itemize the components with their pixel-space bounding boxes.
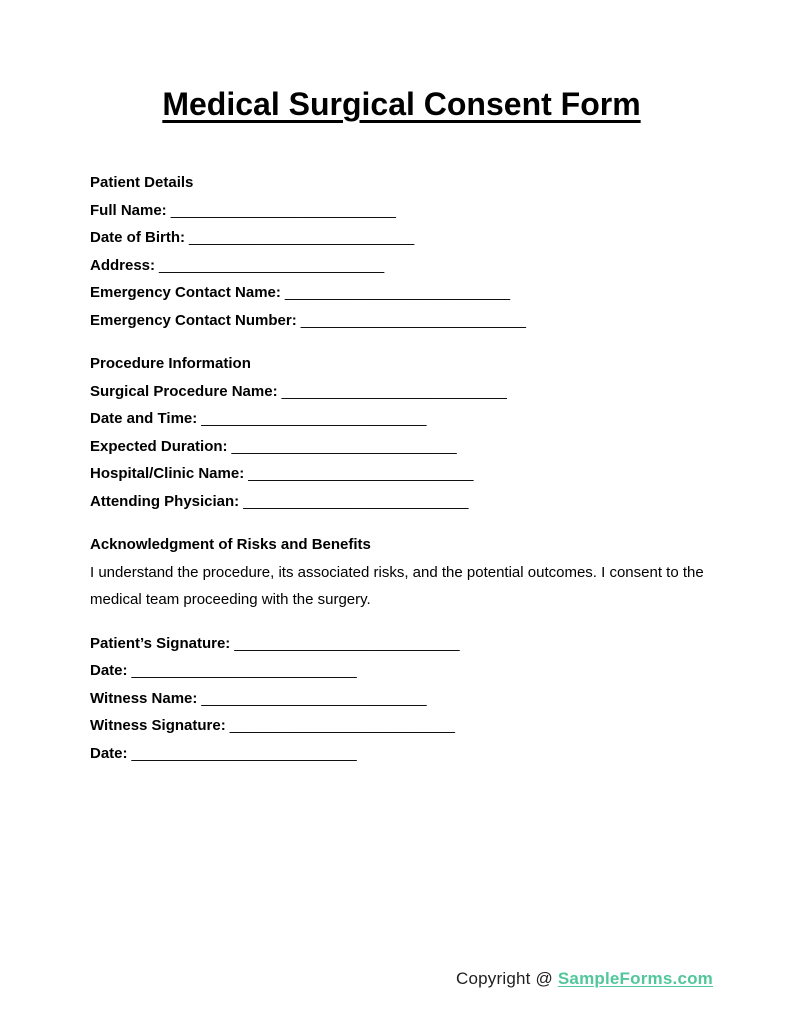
- section-heading: Procedure Information: [90, 355, 251, 372]
- field-blank-line: ___________________________: [189, 229, 415, 246]
- field-emergency-contact-name: [90, 279, 713, 307]
- field-label: Expected Duration:: [90, 437, 228, 455]
- field-label: Date and Time:: [90, 410, 198, 427]
- section-signatures: [90, 630, 713, 768]
- field-label: Date:: [90, 662, 128, 679]
- field-label: Emergency Contact Name:: [90, 284, 281, 301]
- copyright-text: Copyright @: [456, 969, 553, 988]
- field-label: Address:: [90, 256, 156, 274]
- field-witness-name: [90, 685, 713, 713]
- field-blank-line: ___________________________: [300, 311, 526, 329]
- field-label: Witness Name:: [90, 689, 198, 707]
- field-blank-line: ___________________________: [248, 465, 474, 482]
- field-witness-signature: [90, 712, 713, 740]
- field-hospital-clinic-name: [90, 460, 713, 488]
- field-blank-line: ___________________________: [201, 410, 427, 427]
- form-content: [90, 169, 713, 767]
- field-label: Hospital/Clinic Name:: [90, 465, 245, 482]
- section-heading: Acknowledgment of Risks and Benefits: [90, 536, 371, 553]
- field-blank-line: ___________________________: [229, 717, 455, 734]
- field-blank-line: ___________________________: [131, 662, 357, 679]
- field-blank-line: ___________________________: [131, 744, 357, 762]
- section-heading: Patient Details: [90, 174, 194, 191]
- section-procedure-information: [90, 350, 713, 515]
- field-blank-line: ___________________________: [284, 284, 511, 301]
- footer-copyright: [456, 966, 713, 992]
- field-label: Emergency Contact Number:: [90, 311, 297, 329]
- field-patient-signature-date: [90, 657, 713, 685]
- sampleforms-link[interactable]: SampleForms.com: [557, 969, 713, 988]
- acknowledgment-paragraph: I understand the procedure, its associated risks, and the potential outcomes. I consent to the medical team proceeding with the surgery.: [90, 563, 704, 608]
- field-address: [90, 252, 713, 280]
- field-blank-line: ___________________________: [281, 382, 507, 400]
- field-emergency-contact-number: [90, 307, 713, 335]
- field-blank-line: ___________________________: [234, 634, 460, 652]
- field-label: Date of Birth:: [90, 229, 185, 246]
- field-label: Full Name:: [90, 201, 167, 219]
- field-witness-signature-date: [90, 740, 713, 768]
- field-expected-duration: [90, 433, 713, 461]
- field-patients-signature: [90, 630, 713, 658]
- field-label: Surgical Procedure Name:: [90, 382, 278, 400]
- field-blank-line: ___________________________: [243, 492, 469, 510]
- field-blank-line: ___________________________: [201, 689, 427, 707]
- field-date-and-time: [90, 405, 713, 433]
- field-full-name: [90, 197, 713, 225]
- field-label: Witness Signature:: [90, 717, 226, 734]
- field-label: Date:: [90, 744, 128, 762]
- field-blank-line: ___________________________: [159, 256, 385, 274]
- field-surgical-procedure-name: [90, 378, 713, 406]
- page-title: Medical Surgical Consent Form: [162, 86, 641, 122]
- section-patient-details: [90, 169, 713, 334]
- field-attending-physician: [90, 488, 713, 516]
- section-acknowledgment: [90, 531, 713, 614]
- field-blank-line: ___________________________: [170, 201, 396, 219]
- field-label: Patient’s Signature:: [90, 634, 231, 652]
- field-blank-line: ___________________________: [231, 437, 457, 455]
- field-date-of-birth: [90, 224, 713, 252]
- field-label: Attending Physician:: [90, 492, 240, 510]
